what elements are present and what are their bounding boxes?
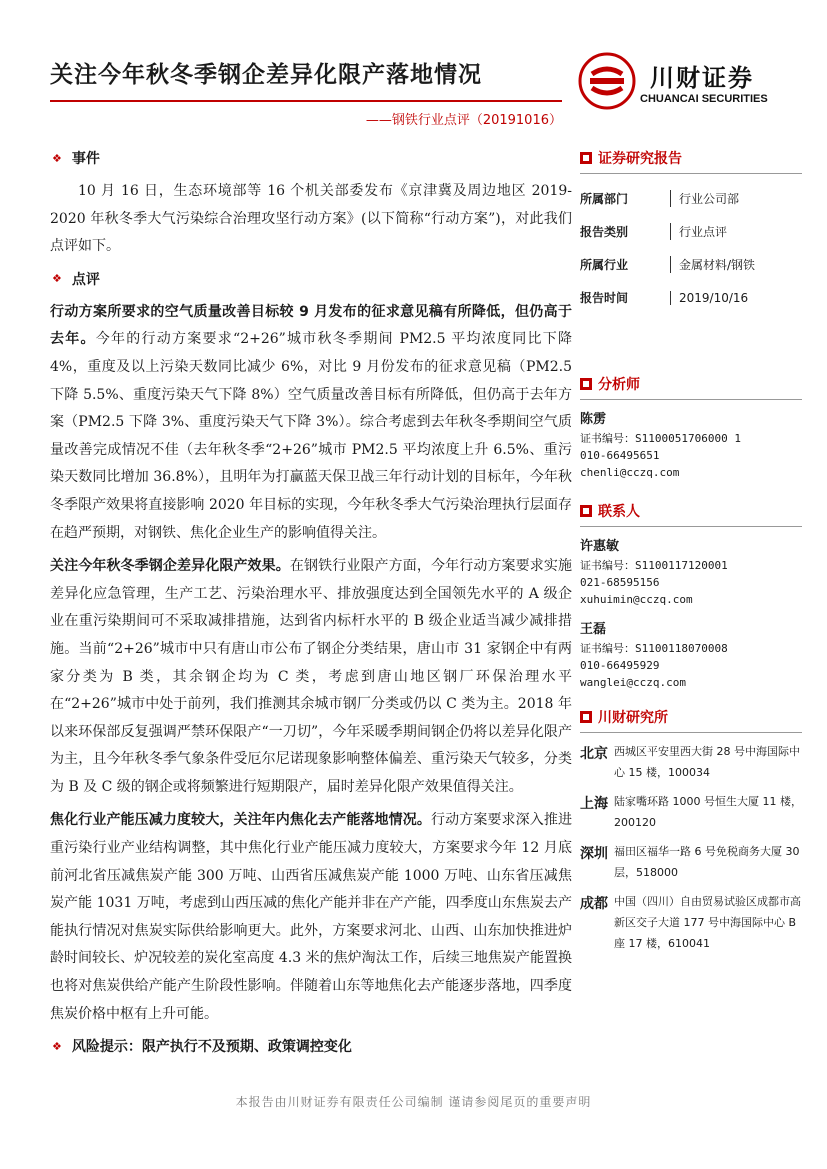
square-bullet-icon bbox=[580, 505, 592, 517]
main-content bbox=[50, 146, 572, 1058]
title-divider bbox=[50, 100, 562, 102]
institute-heading: 川财研究所 bbox=[580, 705, 802, 729]
square-bullet-icon bbox=[580, 152, 592, 164]
events-heading: ❖ 事件 bbox=[52, 151, 100, 167]
diamond-bullet-icon: ❖ bbox=[52, 272, 62, 286]
info-row-department: 所属部门 行业公司部 bbox=[580, 192, 740, 206]
comment-heading: ❖ 点评 bbox=[52, 271, 100, 288]
office-shenzhen: 深圳 福田区福华一路 6 号免税商务大厦 30 层，518000 bbox=[580, 845, 800, 879]
logo-name: 川财证券 bbox=[650, 64, 754, 92]
company-logo bbox=[578, 52, 798, 112]
office-beijing: 北京 西城区平安里西大街 28 号中海国际中心 15 楼，100034 bbox=[580, 745, 800, 779]
footer-disclaimer: 本报告由川财证券有限责任公司编制 谨请参阅尾页的重要声明 bbox=[235, 1095, 592, 1109]
risk-heading: ❖ 风险提示：限产执行不及预期、政策调控变化 bbox=[52, 1039, 352, 1056]
analyst-heading: 分析师 bbox=[580, 372, 802, 396]
comment-paragraph-1: 行动方案所要求的空气质量改善目标较 9 月发布的征求意见稿有所降低，但仍高于去年。今年的行动方案要求“2+26”城市秋冬季期间 PM2.5 平均浓度同比下降 4%，重度及以上污染天数同比减少 6%，对比 9 月份发布的征求意见稿（PM2.5 下降 5.5%、重度污染天气下降 8%）空气质量改善目标有所降低，但仍高于去年方案（PM2.5 下降 3%、重度污染天气下降 3%）。综合考虑到去年秋冬季期间空气质量改善完成情况不佳（去年秋冬季“2+26”城市 PM2.5 平均浓度上升 6.5%、重污染天数同比增加 36.8%），且明年为打赢蓝天保卫战三年行动计划的目标年，今年秋冬季限产效果将直接影响 2020 年目标的实现，今年秋冬季大气污染治理执行层面存在趋严预期，对钢铁、焦化企业生产的影响值得关注。 bbox=[50, 303, 573, 541]
report-info-heading: 证券研究报告 bbox=[580, 146, 802, 170]
square-bullet-icon bbox=[580, 378, 592, 390]
report-subtitle: ——钢铁行业点评（20191016） bbox=[365, 113, 562, 128]
comment-paragraph-3: 焦化行业产能压减力度较大，关注年内焦化去产能落地情况。行动方案要求深入推进重污染行业产业结构调整，其中焦化行业产能压减力度较大，方案要求今年 12 月底前河北省压减焦炭产能 300 万吨、山西省压减焦炭产能 1000 万吨、山东省压减焦炭产能 1031 万吨，考虑到山西压减的焦化产能并非在产产能，四季度山东焦炭去产能执行情况对焦炭实际供给影响更大。此外，方案要求河北、山西、山东加快推进炉龄时间较长、炉况较差的炭化室高度 4.3 米的焦炉淘汰工作，后续三地焦炭产能置换也将对焦炭供给产能产生阶段性影响。伴随着山东等地焦化去产能逐步落地，四季度焦炭价格中枢有上升可能。 bbox=[50, 812, 572, 1022]
office-shanghai: 上海 陆家嘴环路 1000 号恒生大厦 11 楼，200120 bbox=[580, 795, 802, 829]
square-bullet-icon bbox=[580, 711, 592, 723]
sidebar bbox=[580, 146, 802, 962]
diamond-bullet-icon: ❖ bbox=[52, 1039, 62, 1053]
analyst-card: 陈雳 证书编号：S1100051706000 1 010-66495651 chenli@cczq.com bbox=[580, 412, 741, 479]
divider bbox=[580, 399, 802, 400]
comment-paragraph-2: 关注今年秋冬季钢企差异化限产效果。在钢铁行业限产方面，今年行动方案要求实施差异化应急管理，生产工艺、污染治理水平、排放强度达到全国领先水平的 A 级企业在重污染期间可不采取减排措施，达到省内标杆水平的 B 级企业适当减少减排措施。当前“2+26”城市中只有唐山市公布了钢企分类结果，唐山市 31 家钢企中有两家分类为 B 类，其余钢企均为 C 类，考虑到唐山地区钢厂环保治理水平在“2+26”城市中处于前列，我们推测其余城市钢厂分类或仍以 C 类为主。2018 年以来环保部反复强调严禁环保限产“一刀切”，今年采暖季期间钢企仍将以差异化限产为主，且今年秋冬季气象条件受厄尔尼诺现象影响整体偏差、重污染天气较多，分类为 B 及 C 级的钢企或将频繁进行短期限产，届时差异化限产效果值得关注。 bbox=[50, 558, 573, 795]
divider bbox=[580, 732, 802, 733]
office-chengdu: 成都 中国（四川）自由贸易试验区成都市高新区交子大道 177 号中海国际中心 B 座 17 楼，610041 bbox=[580, 895, 801, 950]
divider bbox=[580, 173, 802, 174]
report-title: 关注今年秋冬季钢企差异化限产落地情况 bbox=[50, 62, 482, 88]
contact-card: 王磊 证书编号：S1100118070008 010-66495929 wanglei@cczq.com bbox=[580, 622, 728, 689]
events-text: 10 月 16 日，生态环境部等 16 个机关部委发布《京津冀及周边地区 2019-2020 年秋冬季大气污染综合治理攻坚行动方案》(以下简称“行动方案”)，对此我们点评如下。 bbox=[50, 183, 572, 255]
info-row-category: 报告类别 行业点评 bbox=[580, 225, 728, 239]
logo-english-name: CHUANCAI SECURITIES bbox=[640, 93, 768, 105]
contact-heading: 联系人 bbox=[580, 499, 802, 523]
diamond-bullet-icon: ❖ bbox=[52, 151, 62, 165]
divider bbox=[580, 526, 802, 527]
logo-emblem-icon bbox=[578, 52, 636, 110]
info-row-industry: 所属行业 金属材料/钢铁 bbox=[580, 258, 756, 272]
info-row-date: 报告时间 2019/10/16 bbox=[580, 290, 749, 305]
contact-card: 许惠敏 证书编号：S1100117120001 021-68595156 xuhuimin@cczq.com bbox=[580, 539, 728, 606]
